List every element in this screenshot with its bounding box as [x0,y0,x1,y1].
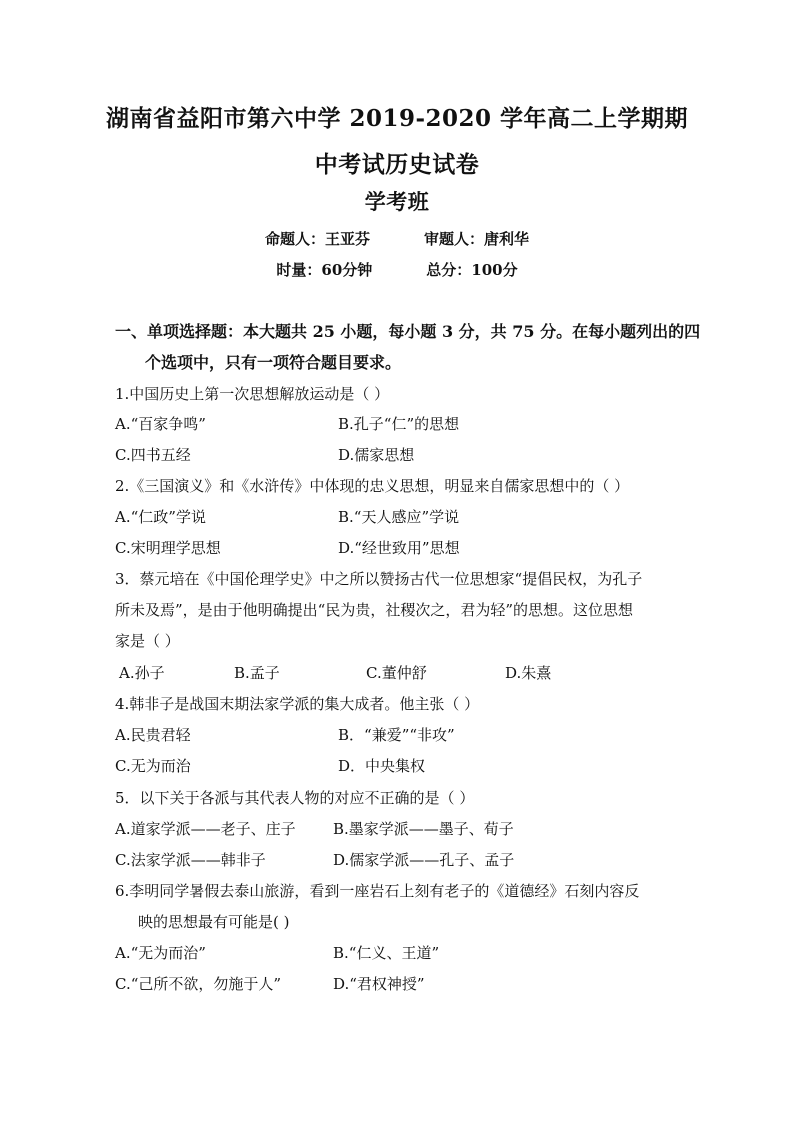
question-2-option-d: D.“经世致用”思想 [338,539,460,557]
time-score-line [0,259,794,280]
title-line-2: 中考试历史试卷 [314,151,480,178]
question-1-option-b: B.孔子“仁”的思想 [338,415,460,433]
question-3-option-b: B.孟子 [234,664,280,682]
exam-duration: 时量：60分钟 [276,261,373,279]
question-2-option-a: A.“仁政”学说 [115,508,206,526]
question-3-stem-line-3: 家是（ ） [115,632,180,650]
question-6-option-c: C.“己所不欲，勿施于人” [115,975,282,993]
title-line-1: 湖南省益阳市第六中学 2019-2020 学年高二上学期期 [105,105,689,132]
question-6-option-b: B.“仁义、王道” [333,944,440,962]
question-setter: 命题人：王亚芬 [264,230,370,248]
question-2-option-b: B.“天人感应”学说 [338,508,460,526]
question-3-option-d: D.朱熹 [505,664,552,682]
question-5-option-b: B.墨家学派——墨子、荀子 [333,820,514,838]
question-5-option-a: A.道家学派——老子、庄子 [115,820,296,838]
question-6-stem-line-1: 6.李明同学暑假去泰山旅游，看到一座岩石上刻有老子的《道德经》石刻内容反 [115,882,640,900]
question-1-option-a: A.“百家争鸣” [115,415,206,433]
question-1-stem: 1.中国历史上第一次思想解放运动是（ ） [115,385,390,403]
question-4-option-c: C.无为而治 [115,757,191,775]
question-3-stem-line-1: 3．蔡元培在《中国伦理学史》中之所以赞扬古代一位思想家“提倡民权，为孔子 [115,570,643,588]
question-4-option-d: D．中央集权 [338,757,426,775]
question-4-option-a: A.民贵君轻 [115,726,191,744]
subtitle: 学考班 [364,189,430,214]
question-4-option-b: B．“兼爱”“非攻” [338,726,455,744]
question-5-option-c: C.法家学派——韩非子 [115,851,266,869]
question-3-option-c: C.董仲舒 [366,664,427,682]
question-5-option-d: D.儒家学派——孔子、孟子 [333,851,515,869]
question-6-stem-line-2: 映的思想最有可能是( ) [138,913,290,931]
question-3-option-a: A.孙子 [119,664,165,682]
author-line [0,228,794,249]
section-line-2: 个选项中，只有一项符合题目要求。 [145,353,402,372]
question-6-option-d: D.“君权神授” [333,975,425,993]
exam-total-score: 总分：100分 [426,261,518,279]
section-instructions [115,316,715,378]
question-reviewer: 审题人：唐利华 [424,230,530,248]
section-line-1: 一、单项选择题：本大题共 25 小题，每小题 3 分，共 75 分。在每小题列出的四 [115,322,701,341]
question-6-option-a: A.“无为而治” [115,944,206,962]
question-1-option-c: C.四书五经 [115,446,191,464]
question-4-stem: 4.韩非子是战国末期法家学派的集大成者。他主张（ ） [115,695,480,713]
question-2-stem: 2.《三国演义》和《水浒传》中体现的忠义思想，明显来自儒家思想中的（ ） [115,477,630,495]
question-3-stem-line-2: 所未及焉”，是由于他明确提出“民为贵，社稷次之，君为轻”的思想。这位思想 [115,601,634,619]
question-1-option-d: D.儒家思想 [338,446,415,464]
question-5-stem: 5．以下关于各派与其代表人物的对应不正确的是（ ） [115,789,475,807]
question-2-option-c: C.宋明理学思想 [115,539,221,557]
